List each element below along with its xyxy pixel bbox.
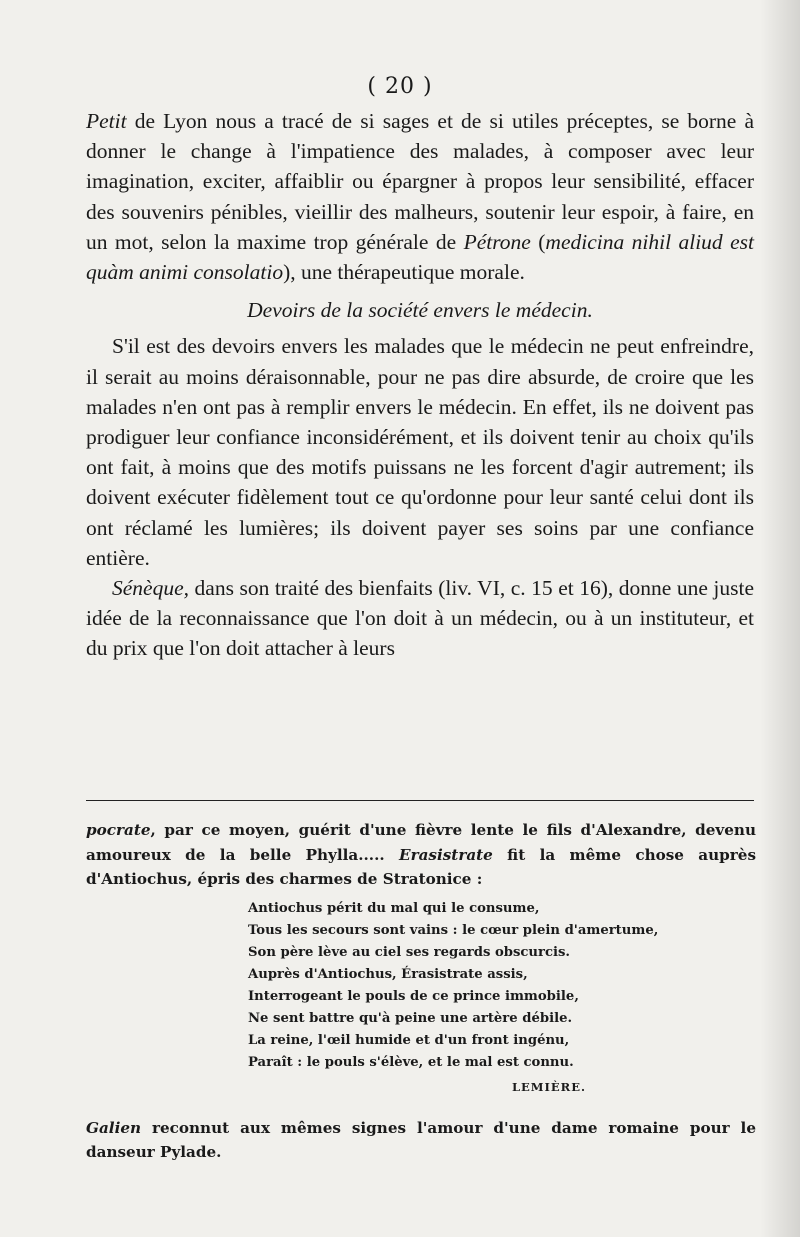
verse-line: Tous les secours sont vains : le cœur plein d'amertume, (248, 922, 659, 938)
footnote-text: fit la même chose auprès d'Antiochus, épris des charmes de Stratonice : (86, 845, 757, 888)
name-pocrate: pocrate (86, 821, 151, 839)
verse-line: Paraît : le pouls s'élève, et le mal est connu. (248, 1054, 574, 1070)
verse-line: La reine, l'œil humide et d'un front ingénu, (248, 1032, 570, 1048)
paragraph-text: ( (530, 229, 546, 254)
main-text (86, 106, 754, 664)
paragraph-text: de Lyon nous a tracé de si sages et de si utiles préceptes, se borne à donner le change à l'impatience des malades, à composer avec leur imagination, exciter, affaiblir ou épargner à propos leur sensibilité, effacer des souvenirs pénibles, vieillir des malheurs, soutenir leur espoir, à faire, en un mot, selon la maxime trop générale de (86, 109, 754, 254)
footnote-continuation (86, 818, 756, 892)
verse-quotation (248, 898, 756, 1074)
verse-author: LEMIÈRE. (511, 1079, 586, 1094)
paragraph-devoirs: S'il est des devoirs envers les malades que le médecin ne peut enfreindre, il serait au moins déraisonnable, pour ne pas dire absurde, de croire que les malades n'en ont pas à remplir envers le médecin. En effet, ils ne doivent pas prodiguer leur confiance inconsidérément, et ils doivent tenir au choix qu'ils ont fait, à moins que des motifs puissans ne les forcent d'agir autrement; ils doivent exécuter fidèlement tout ce qu'ordonne pour leur santé celui dont ils ont réclamé les lumières; ils doivent payer ses soins par une confiance entière. (86, 334, 754, 570)
name-erasistrate: Erasistrate (399, 845, 493, 864)
name-petrone: Pétrone (463, 229, 531, 254)
verse-line: Son père lève au ciel ses regards obscurcis. (248, 944, 571, 960)
paragraph-petit (86, 106, 754, 287)
name-galien: Galien (86, 1118, 142, 1137)
page-number: ( 20 ) (367, 74, 433, 99)
verse-line: Ne sent battre qu'à peine une artère débile. (248, 1010, 573, 1026)
footnote-separator (86, 800, 754, 801)
name-seneque: Sénèque, (112, 576, 190, 601)
footnotes (86, 818, 756, 1165)
page-edge-shadow (760, 0, 800, 1237)
name-petit: Petit (86, 109, 127, 133)
latin-quote: medicina nihil aliud est quàm animi consolatio (86, 229, 754, 285)
paragraph-seneque (86, 573, 754, 664)
footnote-text: reconnut aux mêmes signes l'amour d'une dame romaine pour le danseur Pylade. (86, 1118, 756, 1161)
footnote-galien (86, 1116, 756, 1165)
verse-line: Auprès d'Antiochus, Érasistrate assis, (248, 966, 528, 982)
paragraph-text: dans son traité des bienfaits (liv. VI, c. 15 et 16), donne une juste idée de la reconnaissance que l'on doit à un médecin, ou à un instituteur, et du prix que l'on doit attacher à leurs (86, 576, 754, 661)
footnote-text: , par ce moyen, guérit d'une fièvre lente le fils d'Alexandre, devenu amoureux de la belle Phylla..... (86, 821, 756, 864)
verse-line: Interrogeant le pouls de ce prince immobile, (248, 988, 579, 1004)
section-heading: Devoirs de la société envers le médecin. (247, 298, 593, 323)
verse-line: Antiochus périt du mal qui le consume, (248, 900, 540, 916)
paragraph-text: ), une thérapeutique morale. (283, 260, 525, 285)
